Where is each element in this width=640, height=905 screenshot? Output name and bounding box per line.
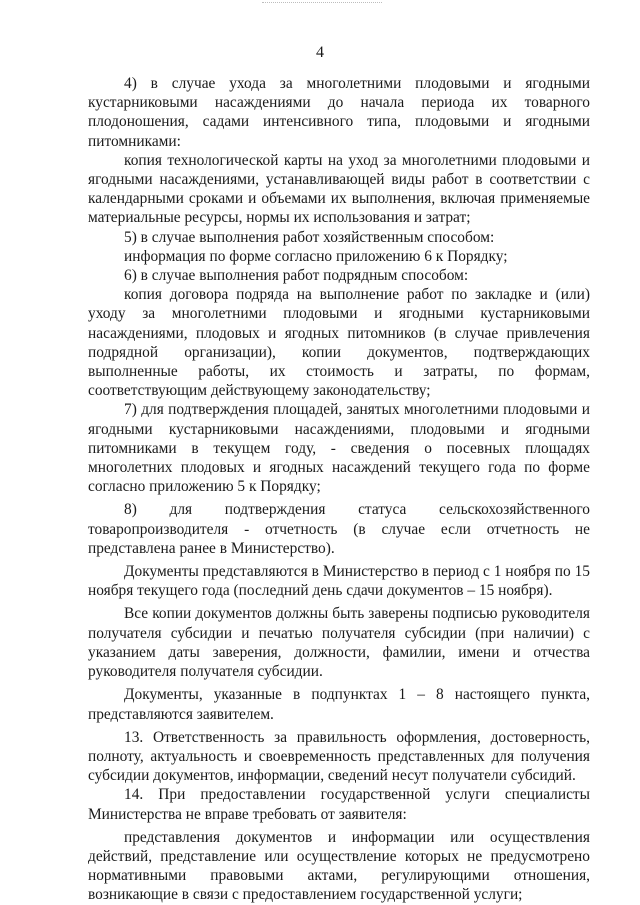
paragraph-documents-by-applicant: Документы, указанные в подпунктах 1 – 8 настоящего пункта, представляются заявителем. (88, 686, 590, 723)
paragraph-info-form: информация по форме согласно приложению 6 к Порядку; (124, 247, 508, 265)
paragraph-item-8: 8) для подтверждения статуса сельскохозяйственного товаропроизводителя - отчетность (в случае если отчетность не представлена ранее в Министерство). (88, 501, 590, 557)
paragraph-copies-certified: Все копии документов должны быть заверены подписью руководителя получателя субсидии и печатью получателя субсидии (при наличии) с указанием даты заверения, должности, фамилии, имени и отчества руководителя получателя субсидии. (88, 605, 590, 681)
paragraph-requirements: представления документов и информации или осуществления действий, представление или осуществление которых не предусмотрено нормативными правовыми актами, регулирующими отношения, возникающие в связи с предоставлением государственной услуги; (88, 828, 590, 904)
scan-artifact (262, 2, 382, 6)
document-body (88, 74, 590, 905)
paragraph-contract-copy: копия договора подряда на выполнение работ по закладке и (или) уходу за многолетними плодовыми и ягодными кустарниковыми насаждениями, плодовых и ягодных питомников (в случае привлечения подрядной организации), копии документов, подтверждающих выполненные работы, их стоимость и затраты, по формам, соответствующим действующему законодательству; (88, 286, 590, 400)
paragraph-submission-period: Документы представляются в Министерство в период с 1 ноября по 15 ноября текущего года (последний день сдачи документов – 15 ноября). (88, 563, 590, 600)
paragraph-item-4: 4) в случае ухода за многолетними плодовыми и ягодными кустарниковыми насаждениями до начала периода их товарного плодоношения, садами интенсивного типа, плодовыми и ягодными питомниками: (88, 75, 590, 150)
paragraph-tech-map: копия технологической карты на уход за многолетними плодовыми и ягодными насаждениями, устанавливающей виды работ в соответствии с календарными сроками и объемами их выполнения, включая применяемые материальные ресурсы, нормы их использования и затрат; (88, 151, 590, 227)
paragraph-section-13: 13. Ответственность за правильность оформления, достоверность, полноту, актуальность и своевременность представленных для получения субсидии документов, информации, сведений несут получатели субсидий. (88, 728, 590, 785)
paragraph-section-14: 14. При предоставлении государственной услуги специалисты Министерства не вправе требовать от заявителя: (88, 786, 590, 823)
paragraph-item-5: 5) в случае выполнения работ хозяйственным способом: (124, 228, 495, 246)
page-number: 4 (316, 44, 324, 61)
paragraph-item-7: 7) для подтверждения площадей, занятых многолетними плодовыми и ягодными кустарниковыми насаждениями, плодовыми и ягодными питомниками в текущем году, - сведения о посевных площадях многолетних плодовых и ягодных насаждений текущего года по форме согласно приложению 5 к Порядку; (88, 401, 590, 496)
paragraph-item-6: 6) в случае выполнения работ подрядным способом: (124, 267, 469, 285)
